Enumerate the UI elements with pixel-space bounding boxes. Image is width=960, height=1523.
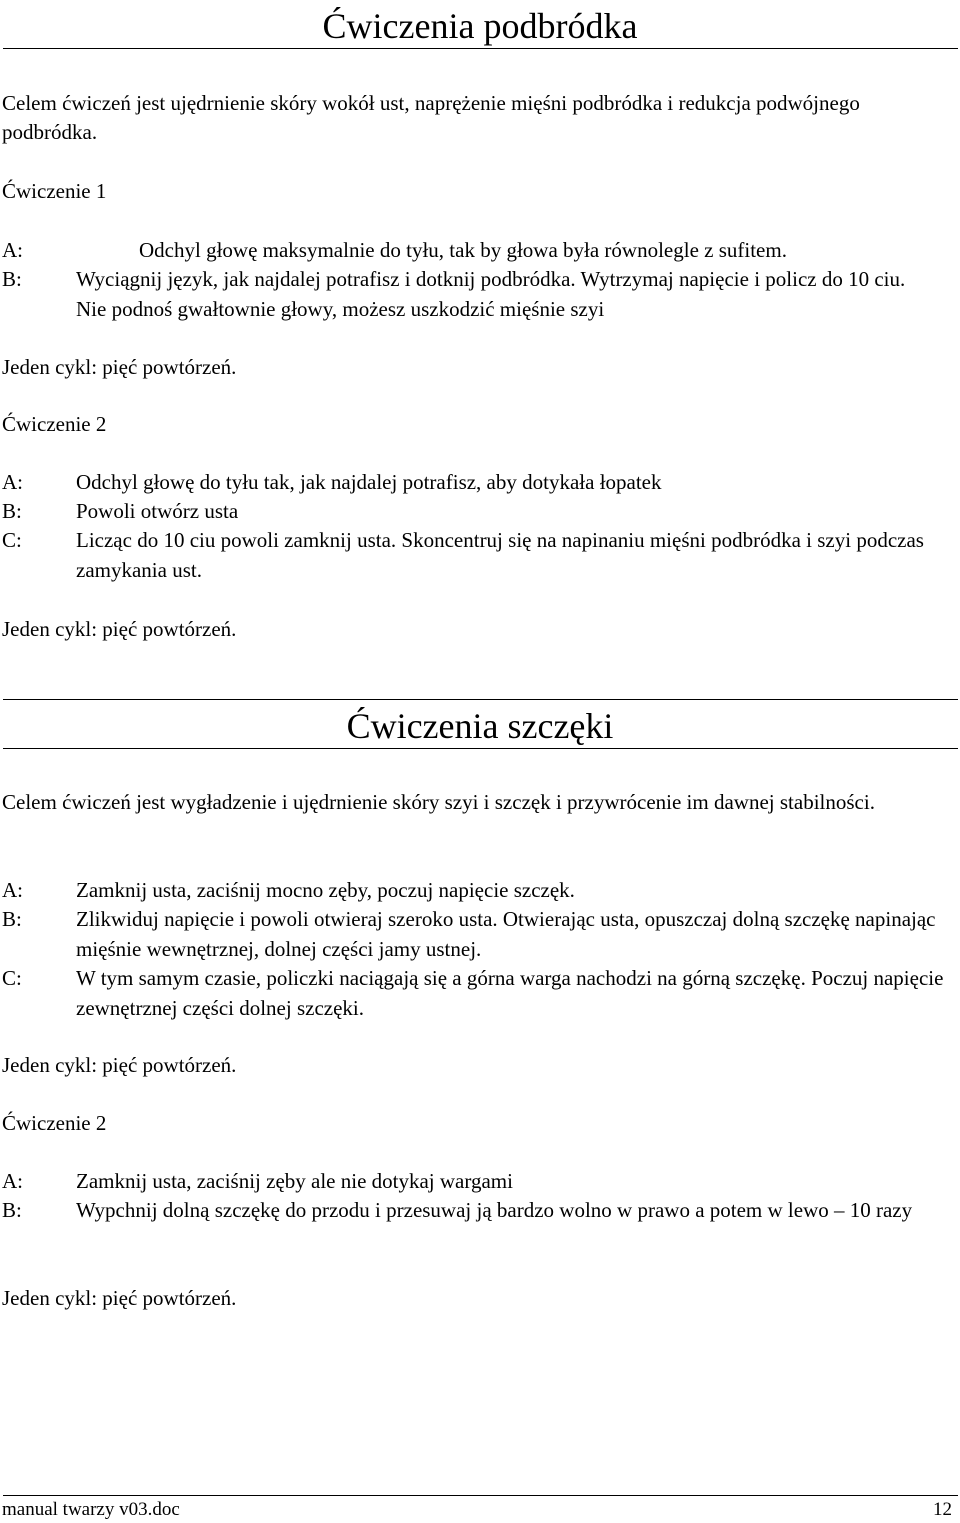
step-text: Wyciągnij język, jak najdalej potrafisz i dotknij podbródka. Wytrzymaj napięcie i policz do 10 ciu. Nie podnoś gwałtownie głowy, możesz uszkodzić mięśnie szyi — [76, 267, 906, 321]
exercise-step — [2, 497, 957, 527]
step-text: Powoli otwórz usta — [76, 499, 239, 523]
step-marker: B: — [2, 907, 22, 931]
step-text: Licząc do 10 ciu powoli zamknij usta. Skoncentruj się na napinaniu mięśni podbródka i szyi podczas zamykania ust. — [76, 528, 924, 582]
step-text: Zamknij usta, zaciśnij mocno zęby, poczuj napięcie szczęk. — [76, 878, 575, 902]
section-divider — [3, 699, 958, 700]
page-number: 12 — [933, 1499, 952, 1520]
exercise-step — [2, 526, 957, 585]
step-marker: C: — [2, 528, 22, 552]
step-text: W tym samym czasie, policzki naciągają się a górna warga nachodzi na górną szczękę. Poczuj napięcie zewnętrznej części dolnej szczęki. — [76, 966, 944, 1020]
step-marker: A: — [2, 1169, 23, 1193]
step-text: Zlikwiduj napięcie i powoli otwieraj szeroko usta. Otwierając usta, opuszczaj dolną szczękę napinając mięśnie wewnętrznej, dolnej części jamy ustnej. — [76, 907, 936, 961]
step-text: Odchyl głowę maksymalnie do tyłu, tak by głowa była równolegle z sufitem. — [139, 238, 787, 262]
footer-divider — [3, 1495, 958, 1496]
footer-filename: manual twarzy v03.doc — [2, 1499, 180, 1520]
exercise-title: Ćwiczenie 2 — [2, 1111, 107, 1135]
page-footer — [2, 1497, 956, 1523]
exercise-step — [2, 1196, 937, 1226]
exercise-title: Ćwiczenie 1 — [2, 179, 107, 203]
step-marker: C: — [2, 966, 22, 990]
cycle-note: Jeden cykl: pięć powtórzeń. — [2, 355, 237, 379]
step-marker: A: — [2, 470, 23, 494]
exercise-step — [2, 964, 957, 1023]
step-marker: B: — [2, 1198, 22, 1222]
section-intro: Celem ćwiczeń jest wygładzenie i ujędrnienie skóry szyi i szczęk i przywrócenie im dawnej stabilności. — [2, 790, 875, 814]
step-text: Odchyl głowę do tyłu tak, jak najdalej potrafisz, aby dotykała łopatek — [76, 470, 662, 494]
step-marker: A: — [2, 238, 23, 262]
exercise-step — [2, 236, 957, 266]
step-marker: B: — [2, 267, 22, 291]
section-title: Ćwiczenia szczęki — [346, 706, 614, 746]
exercise-step — [2, 876, 957, 906]
step-marker: A: — [2, 878, 23, 902]
step-text: Wypchnij dolną szczękę do przodu i przesuwaj ją bardzo wolno w prawo a potem w lewo – 10 razy — [76, 1198, 913, 1222]
step-marker: B: — [2, 499, 22, 523]
exercise-step — [2, 1167, 957, 1197]
cycle-note: Jeden cykl: pięć powtórzeń. — [2, 1053, 237, 1077]
exercise-step — [2, 265, 932, 324]
section-divider — [3, 748, 958, 749]
section-title: Ćwiczenia podbródka — [322, 6, 638, 46]
exercise-step — [2, 468, 957, 498]
cycle-note: Jeden cykl: pięć powtórzeń. — [2, 617, 237, 641]
exercise-step — [2, 905, 957, 964]
section-divider — [3, 48, 958, 49]
exercise-title: Ćwiczenie 2 — [2, 412, 107, 436]
section-intro: Celem ćwiczeń jest ujędrnienie skóry wokół ust, naprężenie mięśni podbródka i redukcja podwójnego podbródka. — [2, 91, 860, 144]
cycle-note: Jeden cykl: pięć powtórzeń. — [2, 1286, 237, 1310]
step-text: Zamknij usta, zaciśnij zęby ale nie dotykaj wargami — [76, 1169, 513, 1193]
